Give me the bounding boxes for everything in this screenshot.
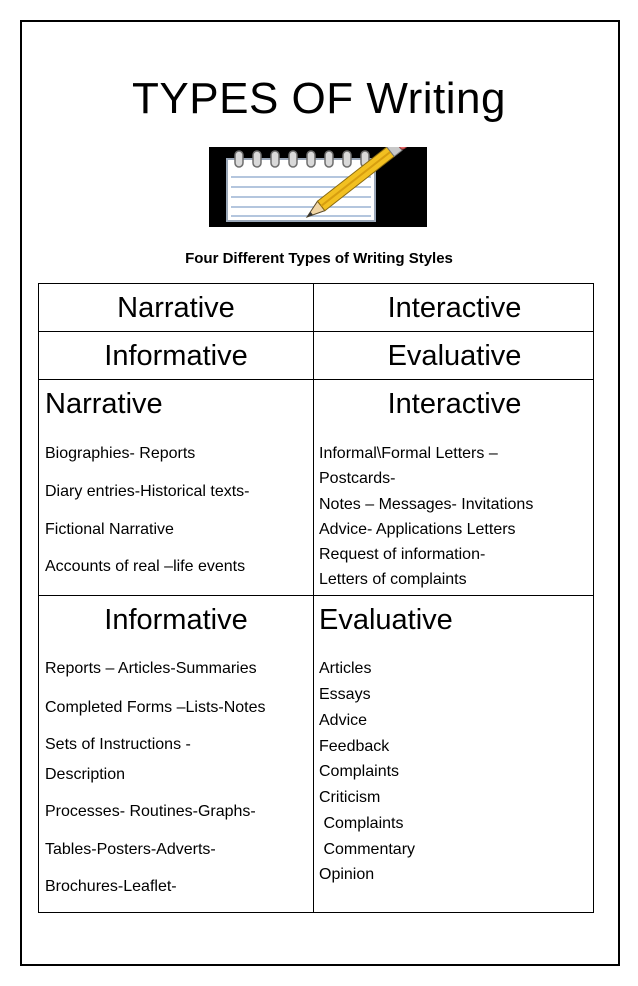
list-item: Biographies- Reports <box>45 445 196 462</box>
list-item: Commentary <box>319 841 416 858</box>
overview-interactive: Interactive <box>387 292 522 324</box>
list-item: Advice <box>319 712 368 729</box>
page-title: TYPES OF Writing <box>132 74 506 123</box>
list-item: Letters of complaints <box>319 571 467 588</box>
notepad-and-pencil-icon <box>209 147 427 227</box>
list-item: Postcards- <box>319 470 396 487</box>
overview-narrative: Narrative <box>117 292 235 324</box>
overview-evaluative: Evaluative <box>387 340 522 372</box>
list-item: Completed Forms –Lists-Notes <box>45 699 266 716</box>
interactive-heading: Interactive <box>387 388 522 420</box>
writing-types-table <box>38 283 594 913</box>
subtitle: Four Different Types of Writing Styles <box>185 250 453 267</box>
list-item: Opinion <box>319 866 375 883</box>
list-item: Essays <box>319 686 371 703</box>
list-item: Notes – Messages- Invitations <box>319 496 534 513</box>
list-item: Request of information- <box>319 546 486 563</box>
list-item: Complaints <box>319 815 404 832</box>
overview-informative: Informative <box>104 340 248 372</box>
list-item: Brochures-Leaflet- <box>45 878 177 895</box>
list-item: Tables-Posters-Adverts- <box>45 841 216 858</box>
list-item: Complaints <box>319 763 400 780</box>
list-item: Advice- Applications Letters <box>319 521 516 538</box>
list-item: Description <box>45 766 126 783</box>
list-item: Articles <box>319 660 372 677</box>
list-item: Accounts of real –life events <box>45 558 246 575</box>
list-item: Informal\Formal Letters – <box>319 445 498 462</box>
list-item: Feedback <box>319 738 390 755</box>
evaluative-heading: Evaluative <box>319 604 453 636</box>
list-item: Processes- Routines-Graphs- <box>45 803 256 820</box>
informative-list <box>45 284 311 914</box>
list-item: Criticism <box>319 789 381 806</box>
list-item: Reports – Articles-Summaries <box>45 660 257 677</box>
list-item: Sets of Instructions - <box>45 736 191 753</box>
evaluative-list <box>319 284 593 914</box>
list-item: Diary entries-Historical texts- <box>45 483 250 500</box>
narrative-heading: Narrative <box>45 388 163 420</box>
informative-heading: Informative <box>104 604 248 636</box>
list-item: Fictional Narrative <box>45 521 174 538</box>
